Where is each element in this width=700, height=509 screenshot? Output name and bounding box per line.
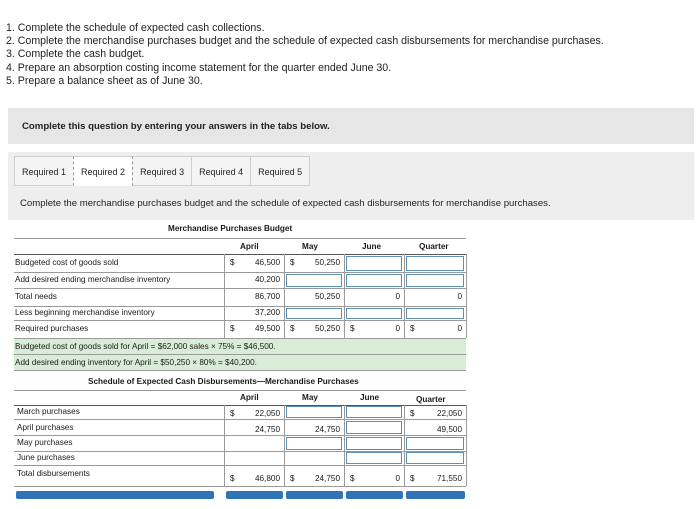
currency-symbol: $ (410, 474, 415, 483)
quarter-april-purchases: 49,500 (436, 425, 462, 434)
currency-symbol: $ (410, 409, 415, 418)
currency-symbol: $ (290, 324, 295, 333)
june-required-purchases: 0 (395, 324, 400, 333)
double-underline-label (16, 491, 214, 499)
april-march-purchases: 22,050 (254, 409, 280, 418)
april-april-purchases: 24,750 (254, 425, 280, 434)
row-label: Budgeted cost of goods sold (15, 258, 119, 267)
row-label: Required purchases (15, 324, 89, 333)
col-may: May (302, 242, 318, 251)
may-march-purchases-input[interactable] (286, 406, 342, 418)
quarter-june-purchases-input[interactable] (406, 452, 464, 464)
row-label: Total needs (15, 292, 57, 301)
quarter-total-disbursements: 71,550 (436, 474, 462, 483)
april-total-needs: 86,700 (254, 292, 280, 301)
june-march-purchases-input[interactable] (346, 406, 402, 418)
currency-symbol: $ (350, 324, 355, 333)
purchases-budget-title: Merchandise Purchases Budget (168, 224, 293, 233)
double-underline-may (286, 491, 343, 499)
instruction-1: 1. Complete the schedule of expected cash collections. (6, 22, 265, 34)
june-total-disbursements: 0 (395, 474, 400, 483)
april-total-disbursements: 46,800 (254, 474, 280, 483)
col-quarter: Quarter (419, 242, 449, 251)
may-may-purchases-input[interactable] (286, 437, 342, 450)
col-june: June (360, 393, 380, 402)
april-ending-inv-value: 40,200 (254, 275, 280, 284)
row-label: March purchases (17, 407, 80, 416)
instruction-4: 4. Prepare an absorption costing income statement for the quarter ended June 30. (6, 61, 392, 74)
col-april: April (240, 393, 259, 402)
may-cogs-value: 50,250 (314, 258, 340, 267)
june-total-needs: 0 (395, 292, 400, 301)
quarter-required-purchases: 0 (457, 324, 462, 333)
june-april-purchases-input[interactable] (346, 421, 402, 434)
currency-symbol: $ (230, 409, 235, 418)
row-label: April purchases (17, 423, 74, 432)
currency-symbol: $ (290, 474, 295, 483)
row-label: Less beginning merchandise inventory (15, 308, 155, 317)
row-label: Add desired ending merchandise inventory (15, 275, 171, 284)
june-june-purchases-input[interactable] (346, 452, 402, 464)
quarter-may-purchases-input[interactable] (406, 437, 464, 450)
double-underline-june (346, 491, 403, 499)
double-underline-april (226, 491, 283, 499)
quarter-march-purchases: 22,050 (436, 409, 462, 418)
quarter-total-needs: 0 (457, 292, 462, 301)
currency-symbol: $ (290, 258, 295, 267)
may-total-needs: 50,250 (314, 292, 340, 301)
disbursements-title: Schedule of Expected Cash Disbursements—Merchandise Purchases (88, 377, 359, 386)
june-may-purchases-input[interactable] (346, 437, 402, 450)
april-required-purchases: 49,500 (254, 324, 280, 333)
instruction-3: 3. Complete the cash budget. (6, 48, 145, 61)
question-prompt: Complete this question by entering your answers in the tabs below. (22, 121, 330, 132)
col-april: April (240, 242, 259, 251)
currency-symbol: $ (350, 474, 355, 483)
row-label: May purchases (17, 438, 73, 447)
currency-symbol: $ (230, 474, 235, 483)
may-april-purchases: 24,750 (314, 425, 340, 434)
row-label: Total disbursements (17, 469, 90, 478)
instruction-5: 5. Prepare a balance sheet as of June 30. (6, 74, 203, 87)
col-june: June (362, 242, 382, 251)
may-required-purchases: 50,250 (314, 324, 340, 333)
tab-required-5[interactable]: Required 5 (250, 156, 310, 186)
currency-symbol: $ (410, 324, 415, 333)
april-cogs-value: 46,500 (254, 258, 280, 267)
tab-required-2[interactable]: Required 2 (73, 156, 132, 186)
instruction-2: 2. Complete the merchandise purchases budget and the schedule of expected cash disbursements for merchandise purchases. (6, 35, 604, 48)
note-cogs: Budgeted cost of goods sold for April = $62,000 sales × 75% = $46,500. (15, 342, 276, 351)
double-underline-quarter (406, 491, 465, 499)
col-may: May (302, 393, 318, 402)
tab-instructions: Complete the merchandise purchases budget and the schedule of expected cash disbursements for merchandise purchases. (20, 198, 551, 209)
row-label: June purchases (17, 453, 75, 462)
tab-required-3[interactable]: Required 3 (132, 156, 191, 186)
currency-symbol: $ (230, 324, 235, 333)
note-ending-inventory: Add desired ending inventory for April = $50,250 × 80% = $40,200. (15, 358, 257, 367)
may-total-disbursements: 24,750 (314, 474, 340, 483)
tab-required-4[interactable]: Required 4 (191, 156, 250, 186)
tab-required-1[interactable]: Required 1 (14, 156, 73, 186)
currency-symbol: $ (230, 258, 235, 267)
april-beginning-inv-value: 37,200 (254, 308, 280, 317)
col-quarter: Quarter (416, 395, 446, 404)
